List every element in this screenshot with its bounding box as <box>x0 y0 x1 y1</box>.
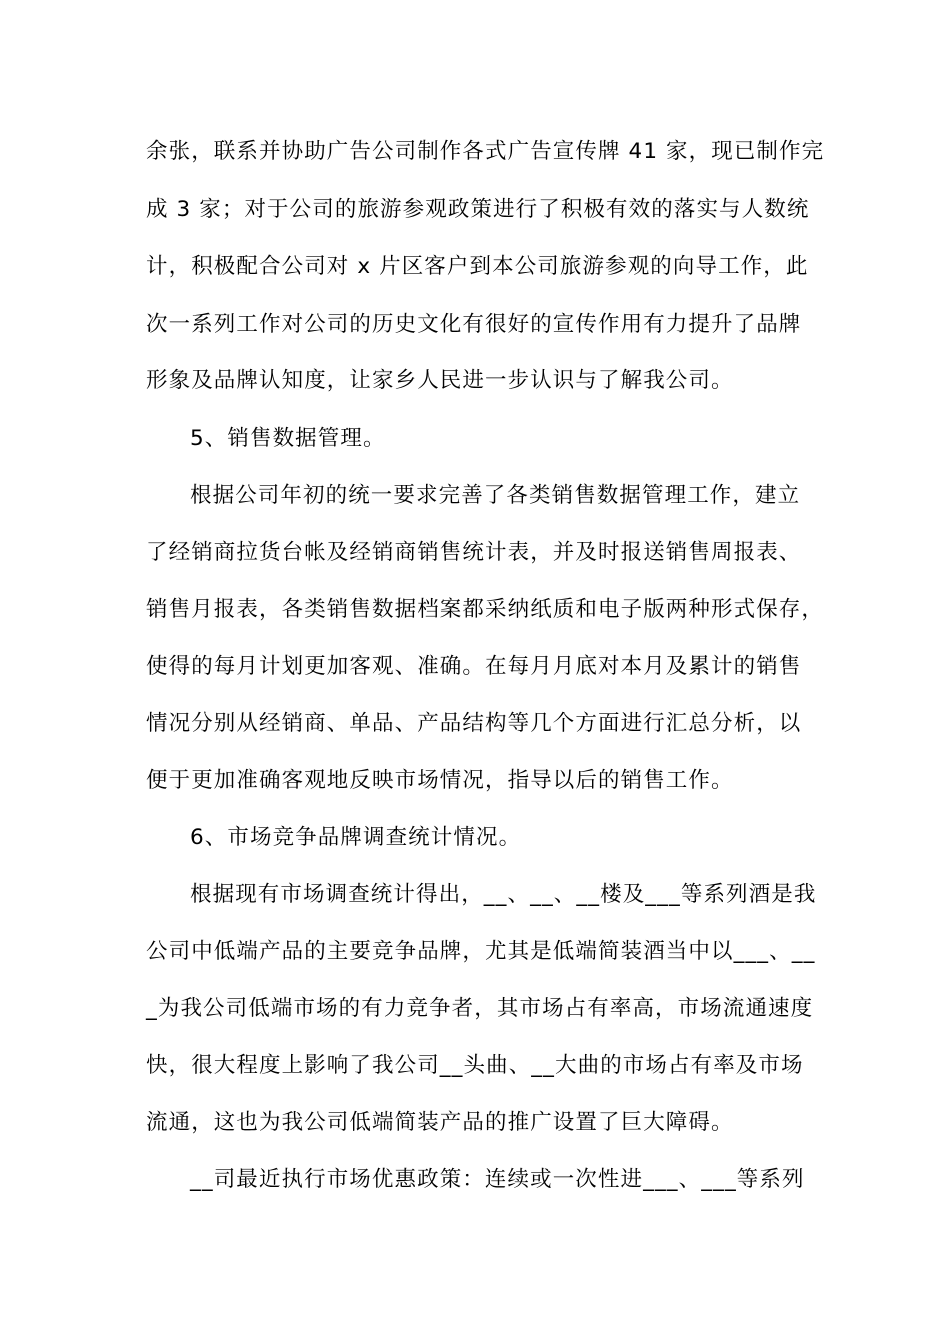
body-text-line: 余张，联系并协助广告公司制作各式广告宣传牌 41 家，现已制作完 <box>146 139 825 164</box>
body-text-line: 成 3 家；对于公司的旅游参观政策进行了积极有效的落实与人数统 <box>146 197 810 222</box>
body-text-line: 销售月报表，各类销售数据档案都采纳纸质和电子版两种形式保存， <box>146 597 825 622</box>
body-text-line: 了经销商拉货台帐及经销商销售统计表，并及时报送销售周报表、 <box>146 540 802 565</box>
body-text-line: 形象及品牌认知度，让家乡人民进一步认识与了解我公司。 <box>146 368 734 393</box>
body-text-line: _为我公司低端市场的有力竞争者，其市场占有率高，市场流通速度 <box>146 996 814 1021</box>
body-text-line: __司最近执行市场优惠政策：连续或一次性进___、___等系列 <box>190 1167 805 1192</box>
body-text-line: 情况分别从经销商、单品、产品结构等几个方面进行汇总分析，以 <box>146 711 802 736</box>
body-text-line: 公司中低端产品的主要竞争品牌，尤其是低端简装酒当中以___、__ <box>146 939 816 964</box>
body-text-line: 使得的每月计划更加客观、准确。在每月月底对本月及累计的销售 <box>146 654 802 679</box>
body-text-line: 流通，这也为我公司低端简装产品的推广设置了巨大障碍。 <box>146 1110 734 1135</box>
body-text-line: 计，积极配合公司对 x 片区客户到本公司旅游参观的向导工作，此 <box>146 254 809 279</box>
section-heading-competition: 6、市场竞争品牌调查统计情况。 <box>190 825 522 850</box>
body-text-line: 快，很大程度上影响了我公司__头曲、__大曲的市场占有率及市场 <box>146 1053 804 1078</box>
body-text-line: 根据现有市场调查统计得出，__、__、__楼及___等系列酒是我 <box>190 882 817 907</box>
body-text-line: 根据公司年初的统一要求完善了各类销售数据管理工作，建立 <box>190 483 801 508</box>
section-heading-sales-data: 5、销售数据管理。 <box>190 426 386 451</box>
body-text-line: 便于更加准确客观地反映市场情况，指导以后的销售工作。 <box>146 768 734 793</box>
body-text-line: 次一系列工作对公司的历史文化有很好的宣传作用有力提升了品牌 <box>146 312 802 337</box>
